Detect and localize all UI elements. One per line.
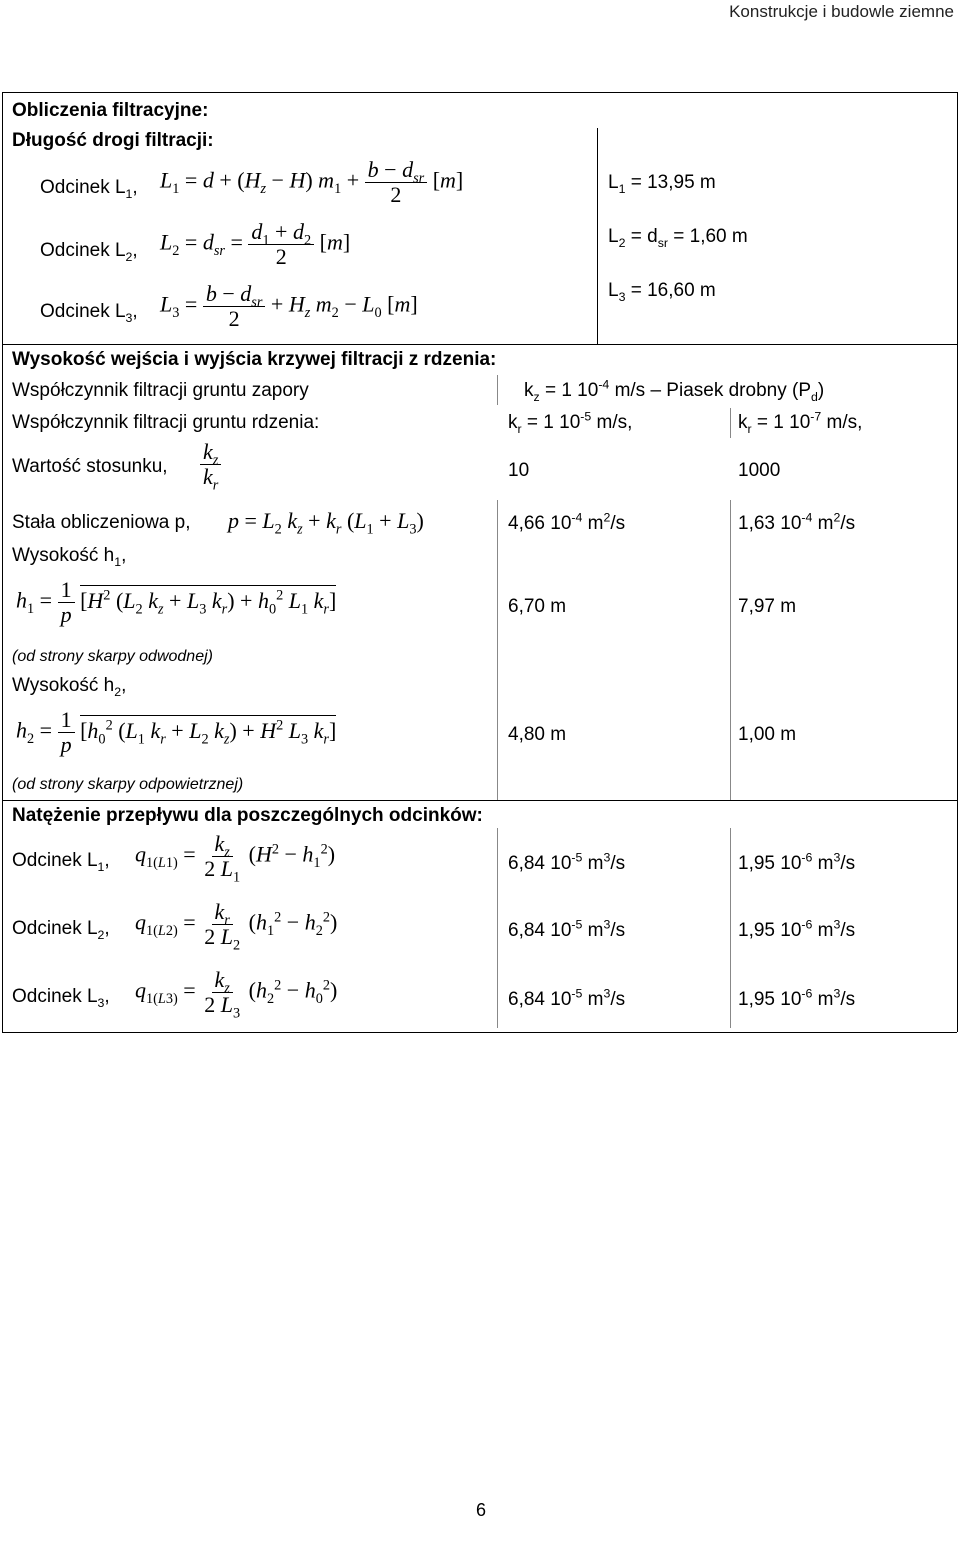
p-value-1: 4,66 $10^{-4}$ $m^2/s$: [508, 510, 626, 534]
formula-q2: $q_{1(L2)}$ = $\frac{k_r}{2 L_2}$ $(h_1^2 - h_2^2)$: [135, 899, 338, 954]
lengths-divider: [597, 128, 598, 344]
flow-l1-value-2: 1,95 $10^{-6}$ $m^3/s$: [738, 850, 856, 874]
formula-l2: $L_2 = d_{sr}$ = $\frac{d_1 + d_2}{2}$ [m]: [160, 219, 351, 270]
h2-note: (od strony skarpy odpowietrznej): [12, 776, 244, 793]
odcinek-l1-label: Odcinek $L_1$,: [40, 177, 138, 201]
h1-value-1: 6,70 m: [508, 596, 567, 617]
result-l2: $L_2 = d_{sr} = 1,60$ m: [608, 226, 748, 250]
stosunek-value-2: 1000: [738, 460, 781, 481]
stala-label: Stała obliczeniowa p,: [12, 512, 191, 533]
table-bottom-border: [2, 1032, 957, 1033]
kr-value-1: $k_r = 1$ $10^{-5}$ m/s,: [508, 409, 633, 436]
formula-stosunek: $\frac{k_z}{k_r}$: [200, 440, 221, 489]
col-divider-f: [730, 828, 731, 1028]
table-left-border: [2, 92, 3, 1032]
section-natezenie: Natężenie przepływu dla poszczególnych odcinków:: [12, 805, 483, 826]
result-l3: $L_3 = 16,60$ m: [608, 280, 716, 304]
kz-value: $k_z = 1$ $10^{-4}$ m/s – Piasek drobny $(P_d)$: [524, 377, 825, 404]
p-value-2: 1,63 $10^{-4}$ $m^2/s$: [738, 510, 856, 534]
row-divider-2: [2, 800, 957, 801]
flow-l3-value-2: 1,95 $10^{-6}$ $m^3/s$: [738, 986, 856, 1010]
table-top-border: [2, 92, 957, 93]
col-divider-d: [730, 500, 731, 800]
table-right-border: [957, 92, 958, 1032]
wsp-zapory-label: Współczynnik filtracji gruntu zapory: [12, 380, 309, 401]
stosunek-label: Wartość stosunku,: [12, 456, 168, 477]
flow-l2-label: Odcinek $L_2$,: [12, 918, 110, 942]
section-wysokosc: Wysokość wejścia i wyjścia krzywej filtracji z rdzenia:: [12, 349, 497, 370]
flow-l3-label: Odcinek $L_3$,: [12, 986, 110, 1010]
flow-l1-label: Odcinek $L_1$,: [12, 850, 110, 874]
section-obliczenia: Obliczenia filtracyjne:: [12, 100, 209, 121]
section-dlugosc: Długość drogi filtracji:: [12, 130, 214, 151]
h1-value-2: 7,97 m: [738, 596, 797, 617]
formula-q1: $q_{1(L1)}$ = $\frac{k_z}{2 L_1}$ $(H^2 - h_1^2)$: [135, 831, 336, 886]
result-l1: $L_1 = 13,95$ m: [608, 172, 716, 196]
wys-h1-label: Wysokość $h_1$,: [12, 545, 127, 569]
kr-value-2: $k_r = 1$ $10^{-7}$ m/s,: [738, 409, 863, 436]
wys-h2-label: Wysokość $h_2$,: [12, 675, 127, 699]
formula-l3: $L_3$ = $\frac{b - d_{sr}}{2}$ + $H_z$ $m_2 - L_0$ [m]: [160, 281, 418, 332]
page-number: 6: [476, 1500, 487, 1520]
formula-p: $p = L_2$ $k_z + k_r$ $(L_1 + L_3)$: [228, 508, 424, 538]
running-header: Konstrukcje i budowle ziemne: [729, 2, 954, 21]
flow-l1-value-1: 6,84 $10^{-5}$ $m^3/s$: [508, 850, 626, 874]
flow-l3-value-1: 6,84 $10^{-5}$ $m^3/s$: [508, 986, 626, 1010]
formula-h2: $h_2$ = $\frac{1}{p}$ [$h_0^2$ ($L_1$ $k_r + L_2$ $k_z) + H^2$ $L_3$ $k_r$]: [16, 707, 337, 758]
row-divider-1: [2, 344, 957, 345]
formula-l1: $L_1 = d + (H_z - H) m_1$ + $\frac{b - d_{sr}}{2}$ [m]: [160, 157, 464, 208]
flow-l2-value-2: 1,95 $10^{-6}$ $m^3/s$: [738, 917, 856, 941]
col-divider-c: [497, 500, 498, 800]
col-divider-e: [497, 828, 498, 1028]
h2-value-1: 4,80 m: [508, 724, 567, 745]
odcinek-l2-label: Odcinek $L_2$,: [40, 240, 138, 264]
h1-note: (od strony skarpy odwodnej): [12, 648, 213, 665]
col-divider-a: [497, 375, 498, 405]
formula-q3: $q_{1(L3)}$ = $\frac{k_z}{2 L_3}$ $(h_2^2 - h_0^2)$: [135, 967, 338, 1022]
col-divider-b: [730, 408, 731, 438]
h2-value-2: 1,00 m: [738, 724, 797, 745]
stosunek-value-1: 10: [508, 460, 530, 481]
flow-l2-value-1: 6,84 $10^{-5}$ $m^3/s$: [508, 917, 626, 941]
formula-h1: $h_1$ = $\frac{1}{p}$ [$H^2$ ($L_2$ $k_z + L_3$ $k_r) + h_0^2$ $L_1$ $k_r$]: [16, 577, 337, 628]
wsp-rdzenia-label: Współczynnik filtracji gruntu rdzenia:: [12, 412, 320, 433]
odcinek-l3-label: Odcinek $L_3$,: [40, 301, 138, 325]
